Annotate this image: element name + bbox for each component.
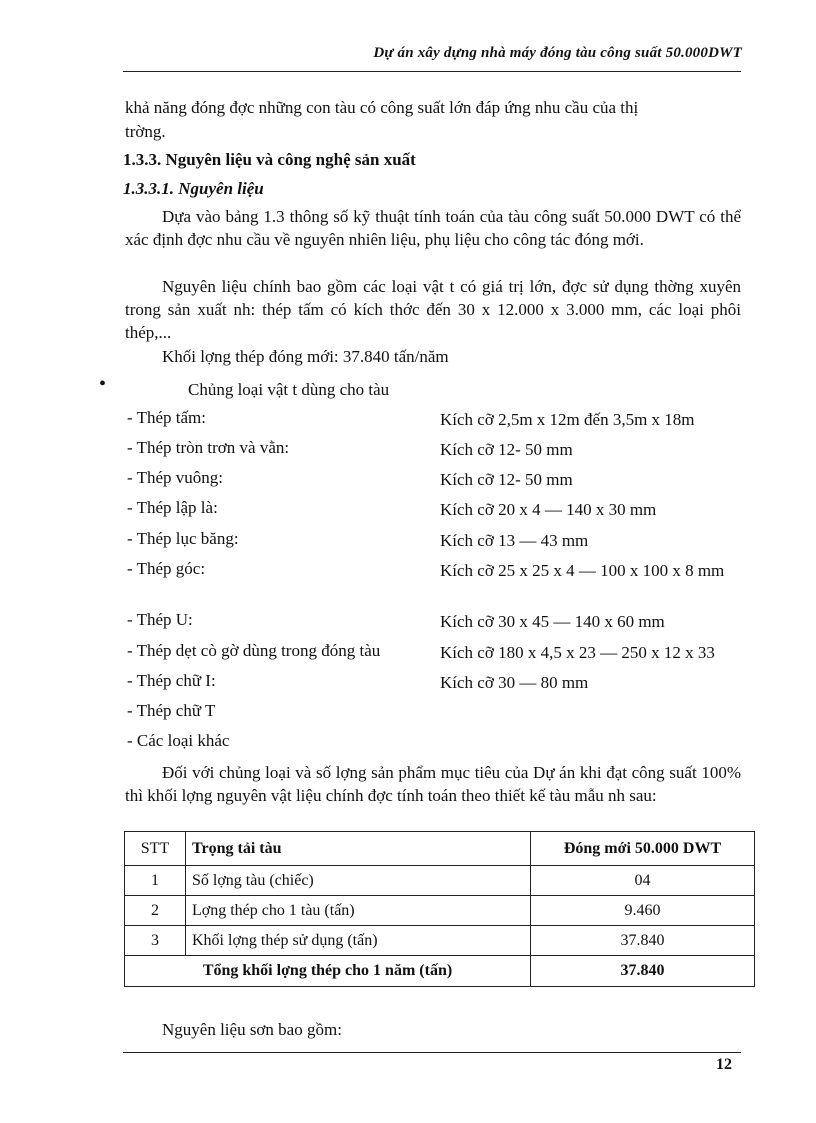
table-header-row [125,832,755,866]
spec-row [127,408,757,436]
paragraph-4: Đối với chủng loại và số lợng sản phẩm mục tiêu của Dự án khi đạt công suất 100% thì khối lợng nguyên vật liệu chính đợc tính toán theo thiết kế tàu mẫu nh sau: [125,763,741,805]
spec-row [127,731,757,759]
table-cell: 2 [125,896,186,926]
bullet-icon: • [99,373,107,395]
spec-label: - Thép tấm: [127,408,206,427]
spec-label: - Thép góc: [127,559,206,578]
spec-value: Kích cỡ 30 x 45 — 140 x 60 mm [440,612,665,631]
spec-label: - Thép chữ I: [127,671,216,690]
spec-value: Kích cỡ 20 x 4 — 140 x 30 mm [440,500,657,519]
spec-row [127,438,757,466]
spec-value: Kích cỡ 12- 50 mm [440,470,573,489]
header-divider [123,71,741,72]
spec-label: - Thép lập là: [127,498,218,517]
footer-divider [123,1052,741,1053]
running-header: Dự án xây dựng nhà máy đóng tàu công suất 50.000DWT [373,45,742,61]
table-cell: 9.460 [531,896,755,926]
spec-label: - Thép dẹt cò gờ dùng trong đóng tàu [127,641,381,660]
spec-label: - Thép chữ T [127,701,216,720]
table-total-value: 37.840 [531,956,755,987]
spec-label: - Thép tròn trơn và vằn: [127,438,290,457]
table-total-row [125,956,755,987]
spec-label: - Các loại khác [127,731,230,750]
paragraph-3: Khối lợng thép đóng mới: 37.840 tấn/năm [162,347,449,366]
spec-value: Kích cỡ 2,5m x 12m đến 3,5m x 18m [440,410,695,429]
table-total-label: Tổng khối lợng thép cho 1 năm (tấn) [125,956,531,987]
table-header-cell: STT [125,832,186,866]
table-cell: 3 [125,926,186,956]
spec-row [127,468,757,496]
spec-row [127,641,757,669]
spec-row [127,701,757,729]
spec-row [127,671,757,699]
bullet-title: Chủng loại vật t dùng cho tàu [188,380,390,399]
page-number: 12 [716,1056,732,1073]
table-header-cell: Trọng tải tàu [186,832,531,866]
table-cell: Số lợng tàu (chiếc) [186,866,531,896]
spec-label: - Thép vuông: [127,468,224,487]
intro-line-2: trờng. [125,122,166,141]
spec-row [127,559,757,605]
spec-value: Kích cỡ 13 — 43 mm [440,531,589,550]
table-row [125,896,755,926]
intro-line-1: khả năng đóng đợc những con tàu có công suất lớn đáp ứng nhu cầu của thị [125,98,639,117]
paragraph-2: Nguyên liệu chính bao gồm các loại vật t có giá trị lớn, đợc sử dụng thờng xuyên trong sản xuất nh: thép tấm có kích thớc đến 30 x 12.000 x 3.000 mm, các loại phôi thép,... [125,277,741,342]
table-cell: Lợng thép cho 1 tàu (tấn) [186,896,531,926]
table-row [125,866,755,896]
spec-value: Kích cỡ 180 x 4,5 x 23 — 250 x 12 x 33 [440,643,715,662]
table-row [125,926,755,956]
spec-row [127,610,757,638]
table-header-cell: Đóng mới 50.000 DWT [531,832,755,866]
table-cell: 1 [125,866,186,896]
spec-label: - Thép lục băng: [127,529,239,548]
section-heading: 1.3.3. Nguyên liệu và công nghệ sản xuất [123,150,416,169]
spec-row [127,529,757,557]
subsection-heading: 1.3.3.1. Nguyên liệu [123,179,264,198]
table-cell: 37.840 [531,926,755,956]
spec-value: Kích cỡ 25 x 25 x 4 — 100 x 100 x 8 mm [440,561,725,580]
paragraph-5: Nguyên liệu sơn bao gồm: [162,1020,342,1039]
spec-row [127,498,757,526]
spec-value: Kích cỡ 30 — 80 mm [440,673,589,692]
spec-value: Kích cỡ 12- 50 mm [440,440,573,459]
table-cell: Khối lợng thép sử dụng (tấn) [186,926,531,956]
table-cell: 04 [531,866,755,896]
paragraph-1: Dựa vào bảng 1.3 thông số kỹ thuật tính toán của tàu công suất 50.000 DWT có thể xác định đợc nhu cầu về nguyên nhiên liệu, phụ liệu cho công tác đóng mới. [125,207,741,249]
material-table [124,831,755,987]
spec-label: - Thép U: [127,610,193,629]
